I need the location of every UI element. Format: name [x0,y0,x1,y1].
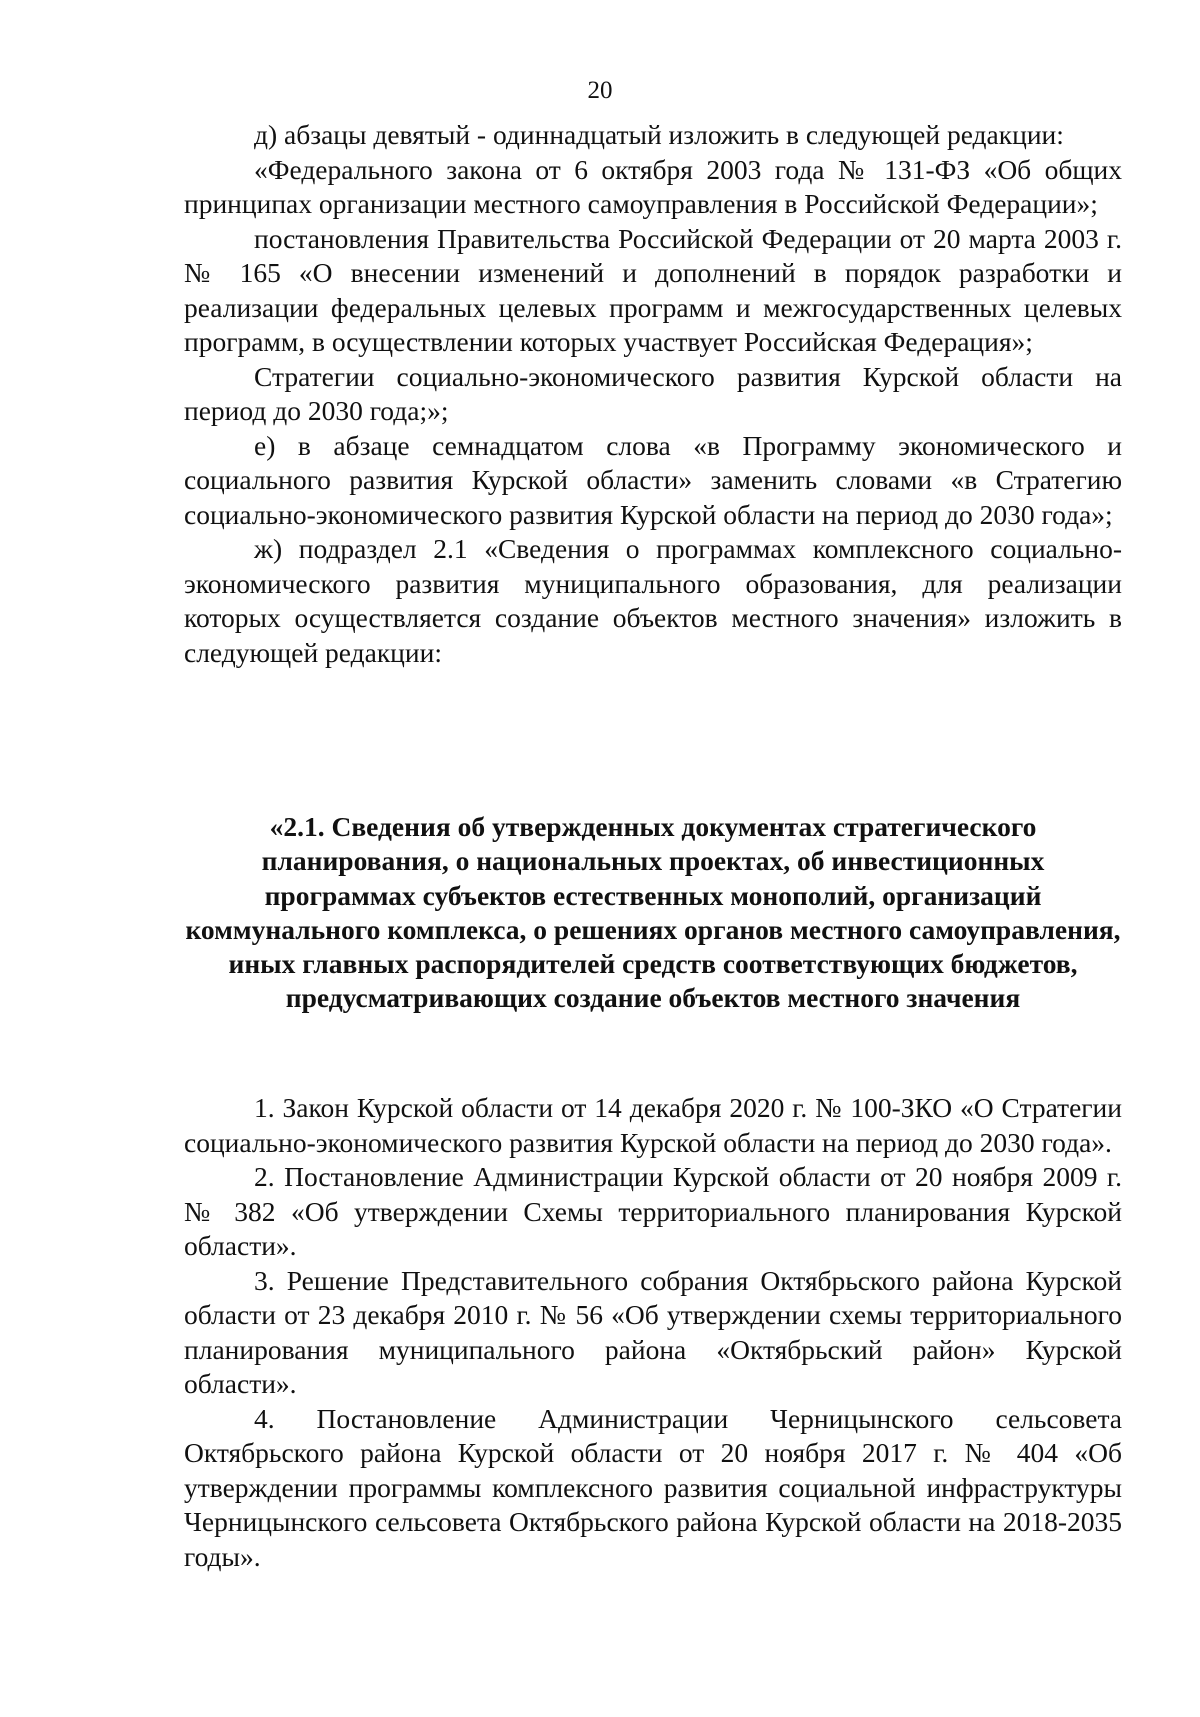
page-number: 20 [587,77,613,104]
paragraph-strategy: Стратегии социально-экономического развития Курской области на период до 2030 года;»; [184,360,1122,426]
list-item: 1. Закон Курской области от 14 декабря 2020 г. № 100-ЗКО «О Стратегии социально-экономического развития Курской области на период до 2030 года». [184,1092,1122,1158]
document-list [184,1091,1122,1574]
paragraph-e: е) в абзаце семнадцатом слова «в Программу экономического и социального развития Курской области» заменить словами «в Стратегию социально-экономического развития Курской области на период до 2030 года»; [184,429,1122,530]
list-item: 3. Решение Представительного собрания Октябрьского района Курской области от 23 декабря 2010 г. № 56 «Об утверждении схемы территориального планирования муниципального района «Октябрьский район» Курской области». [184,1264,1122,1399]
section-heading: «2.1. Сведения об утвержденных документах стратегического планирования, о национальных проектах, об инвестиционных программах субъектов естественных монополий, организаций коммунального комплекса, о решениях органов местного самоуправления, иных главных распорядителей средств соответствующих бюджетов, предусматривающих создание объектов местного значения [185,811,1121,1014]
paragraph-d: д) абзацы девятый - одиннадцатый изложить в следующей редакции: [254,119,1064,150]
paragraph-federal-law: «Федерального закона от 6 октября 2003 года № 131-ФЗ «Об общих принципах организации местного самоуправления в Российской Федерации»; [184,153,1122,219]
list-item: 2. Постановление Администрации Курской области от 20 ноября 2009 г. № 382 «Об утверждении Схемы территориального планирования Курской области». [184,1161,1122,1261]
paragraph-zh: ж) подраздел 2.1 «Сведения о программах комплексного социально-экономического развития муниципального образования, для реализации которых осуществляется создание объектов местного значения» изложить в следующей редакции: [184,533,1122,668]
list-item: 4. Постановление Администрации Черницынского сельсовета Октябрьского района Курской области от 20 ноября 2017 г. № 404 «Об утверждении программы комплексного развития социальной инфраструктуры Черницынского сельсовета Октябрьского района Курской области на 2018-2035 годы». [184,1402,1122,1572]
amendment-paragraphs [184,118,1122,670]
paragraph-government-resolution: постановления Правительства Российской Федерации от 20 марта 2003 г. № 165 «О внесении изменений и дополнений в порядок разработки и реализации федеральных целевых программ и межгосударственных целевых программ, в осуществлении которых участвует Российская Федерация»; [184,222,1122,357]
